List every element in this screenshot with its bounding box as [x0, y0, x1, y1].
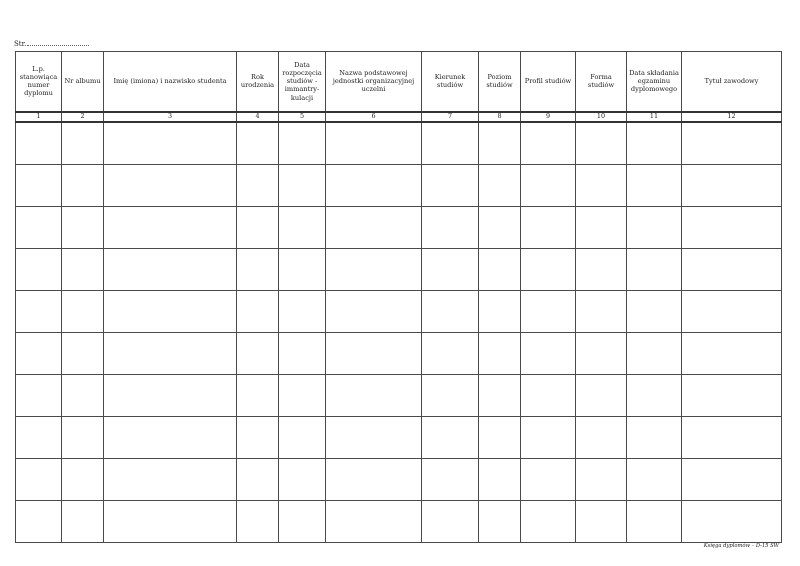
table-cell[interactable]	[627, 248, 682, 290]
table-cell[interactable]	[62, 374, 104, 416]
table-cell[interactable]	[279, 122, 326, 165]
table-cell[interactable]	[237, 500, 279, 542]
table-cell[interactable]	[521, 164, 576, 206]
table-cell[interactable]	[62, 416, 104, 458]
table-row	[16, 206, 782, 248]
table-cell[interactable]	[627, 122, 682, 165]
table-cell[interactable]	[422, 122, 479, 165]
table-cell[interactable]	[422, 500, 479, 542]
table-cell[interactable]	[104, 164, 237, 206]
table-cell[interactable]	[479, 248, 521, 290]
table-cell[interactable]	[682, 248, 782, 290]
table-cell[interactable]	[576, 458, 627, 500]
table-cell[interactable]	[104, 416, 237, 458]
table-cell[interactable]	[422, 332, 479, 374]
table-cell[interactable]	[326, 248, 422, 290]
page-number-blank-line[interactable]	[27, 38, 89, 46]
column-header-student-name: Imię (imiona) i nazwisko studenta	[104, 52, 237, 112]
table-cell[interactable]	[279, 290, 326, 332]
table-cell[interactable]	[104, 248, 237, 290]
table-cell[interactable]	[237, 416, 279, 458]
table-cell[interactable]	[576, 122, 627, 165]
table-cell[interactable]	[237, 332, 279, 374]
column-number: 4	[237, 112, 279, 122]
table-cell[interactable]	[576, 164, 627, 206]
table-cell[interactable]	[326, 416, 422, 458]
table-cell[interactable]	[521, 248, 576, 290]
table-row	[16, 248, 782, 290]
table-cell[interactable]	[326, 458, 422, 500]
column-header-album-number: Nr albumu	[62, 52, 104, 112]
table-cell[interactable]	[479, 374, 521, 416]
table-cell[interactable]	[16, 416, 62, 458]
diploma-register-table	[15, 51, 782, 543]
table-cell[interactable]	[479, 206, 521, 248]
table-cell[interactable]	[576, 500, 627, 542]
table-cell[interactable]	[479, 500, 521, 542]
column-header-organizational-unit: Nazwa podstawowej jednostki organizacyjnej uczelni	[326, 52, 422, 112]
table-cell[interactable]	[576, 290, 627, 332]
column-number: 2	[62, 112, 104, 122]
table-cell[interactable]	[682, 290, 782, 332]
table-cell[interactable]	[422, 374, 479, 416]
table-cell[interactable]	[62, 458, 104, 500]
table-cell[interactable]	[422, 458, 479, 500]
table-cell[interactable]	[521, 458, 576, 500]
table-cell[interactable]	[627, 290, 682, 332]
column-number: 7	[422, 112, 479, 122]
column-number: 6	[326, 112, 422, 122]
column-header-professional-title: Tytuł zawodowy	[682, 52, 782, 112]
table-cell[interactable]	[326, 332, 422, 374]
table-cell[interactable]	[576, 374, 627, 416]
table-cell[interactable]	[521, 374, 576, 416]
table-cell[interactable]	[326, 206, 422, 248]
table-cell[interactable]	[521, 122, 576, 165]
table-row	[16, 458, 782, 500]
table-cell[interactable]	[16, 458, 62, 500]
column-header-lp: L.p. stanowiąca numer dyplomu	[16, 52, 62, 112]
column-number: 9	[521, 112, 576, 122]
table-cell[interactable]	[682, 416, 782, 458]
table-cell[interactable]	[682, 374, 782, 416]
table-cell[interactable]	[104, 458, 237, 500]
table-cell[interactable]	[16, 248, 62, 290]
table-cell[interactable]	[237, 458, 279, 500]
register-body	[16, 122, 782, 543]
table-cell[interactable]	[682, 164, 782, 206]
column-header-birth-year: Rok urodzenia	[237, 52, 279, 112]
table-cell[interactable]	[682, 122, 782, 165]
table-cell[interactable]	[479, 122, 521, 165]
table-cell[interactable]	[479, 290, 521, 332]
table-cell[interactable]	[576, 248, 627, 290]
table-cell[interactable]	[16, 122, 62, 165]
table-cell[interactable]	[521, 332, 576, 374]
table-cell[interactable]	[326, 122, 422, 165]
table-cell[interactable]	[104, 500, 237, 542]
table-cell[interactable]	[104, 290, 237, 332]
column-number: 10	[576, 112, 627, 122]
table-cell[interactable]	[521, 206, 576, 248]
column-header-exam-date: Data składania egzaminu dyplomowego	[627, 52, 682, 112]
table-cell[interactable]	[576, 206, 627, 248]
form-footer-label: Księga dyplomów – D-15 SW	[703, 543, 779, 549]
column-number: 11	[627, 112, 682, 122]
table-row	[16, 416, 782, 458]
column-number-row	[16, 112, 782, 122]
table-row	[16, 164, 782, 206]
column-header-study-form: Forma studiów	[576, 52, 627, 112]
column-header-matriculation-date: Data rozpoczęcia studiów - immantry-kulacji	[279, 52, 326, 112]
table-cell[interactable]	[237, 248, 279, 290]
table-row	[16, 122, 782, 165]
page-number-label: Str.	[14, 40, 27, 48]
table-cell[interactable]	[62, 164, 104, 206]
table-row	[16, 332, 782, 374]
table-cell[interactable]	[279, 206, 326, 248]
table-cell[interactable]	[237, 206, 279, 248]
table-cell[interactable]	[16, 290, 62, 332]
table-cell[interactable]	[682, 206, 782, 248]
table-cell[interactable]	[16, 332, 62, 374]
table-cell[interactable]	[479, 164, 521, 206]
table-cell[interactable]	[279, 500, 326, 542]
table-cell[interactable]	[422, 206, 479, 248]
table-cell[interactable]	[422, 248, 479, 290]
table-cell[interactable]	[237, 290, 279, 332]
column-header-study-profile: Profil studiów	[521, 52, 576, 112]
table-cell[interactable]	[62, 122, 104, 165]
column-number: 3	[104, 112, 237, 122]
table-cell[interactable]	[422, 416, 479, 458]
table-cell[interactable]	[16, 374, 62, 416]
table-cell[interactable]	[104, 332, 237, 374]
table-cell[interactable]	[521, 290, 576, 332]
column-header-row	[16, 52, 782, 112]
table-cell[interactable]	[62, 500, 104, 542]
table-cell[interactable]	[326, 290, 422, 332]
table-cell[interactable]	[521, 500, 576, 542]
table-row	[16, 374, 782, 416]
table-cell[interactable]	[479, 416, 521, 458]
table-cell[interactable]	[682, 500, 782, 542]
table-cell[interactable]	[237, 122, 279, 165]
column-header-field-of-study: Kierunek studiów	[422, 52, 479, 112]
table-cell[interactable]	[62, 248, 104, 290]
table-cell[interactable]	[279, 332, 326, 374]
column-number: 1	[16, 112, 62, 122]
table-cell[interactable]	[326, 374, 422, 416]
table-cell[interactable]	[627, 458, 682, 500]
table-cell[interactable]	[104, 206, 237, 248]
table-cell[interactable]	[16, 206, 62, 248]
table-cell[interactable]	[521, 416, 576, 458]
table-cell[interactable]	[104, 374, 237, 416]
table-cell[interactable]	[422, 164, 479, 206]
table-cell[interactable]	[62, 206, 104, 248]
table-cell[interactable]	[576, 332, 627, 374]
table-cell[interactable]	[576, 416, 627, 458]
table-cell[interactable]	[627, 164, 682, 206]
table-cell[interactable]	[627, 500, 682, 542]
table-cell[interactable]	[479, 458, 521, 500]
column-number: 5	[279, 112, 326, 122]
column-header-study-level: Poziom studiów	[479, 52, 521, 112]
table-cell[interactable]	[279, 164, 326, 206]
page-number-field	[14, 38, 89, 49]
table-cell[interactable]	[627, 374, 682, 416]
table-cell[interactable]	[682, 332, 782, 374]
table-cell[interactable]	[682, 458, 782, 500]
table-cell[interactable]	[237, 374, 279, 416]
table-cell[interactable]	[326, 164, 422, 206]
table-cell[interactable]	[279, 374, 326, 416]
table-cell[interactable]	[237, 164, 279, 206]
table-cell[interactable]	[62, 290, 104, 332]
table-row	[16, 500, 782, 542]
table-cell[interactable]	[16, 164, 62, 206]
table-cell[interactable]	[479, 332, 521, 374]
table-cell[interactable]	[627, 416, 682, 458]
table-cell[interactable]	[326, 500, 422, 542]
table-cell[interactable]	[16, 500, 62, 542]
table-cell[interactable]	[627, 332, 682, 374]
table-cell[interactable]	[104, 122, 237, 165]
table-cell[interactable]	[279, 248, 326, 290]
table-row	[16, 290, 782, 332]
table-cell[interactable]	[627, 206, 682, 248]
column-number: 8	[479, 112, 521, 122]
table-cell[interactable]	[279, 458, 326, 500]
table-cell[interactable]	[279, 416, 326, 458]
table-cell[interactable]	[422, 290, 479, 332]
column-number: 12	[682, 112, 782, 122]
table-cell[interactable]	[62, 332, 104, 374]
